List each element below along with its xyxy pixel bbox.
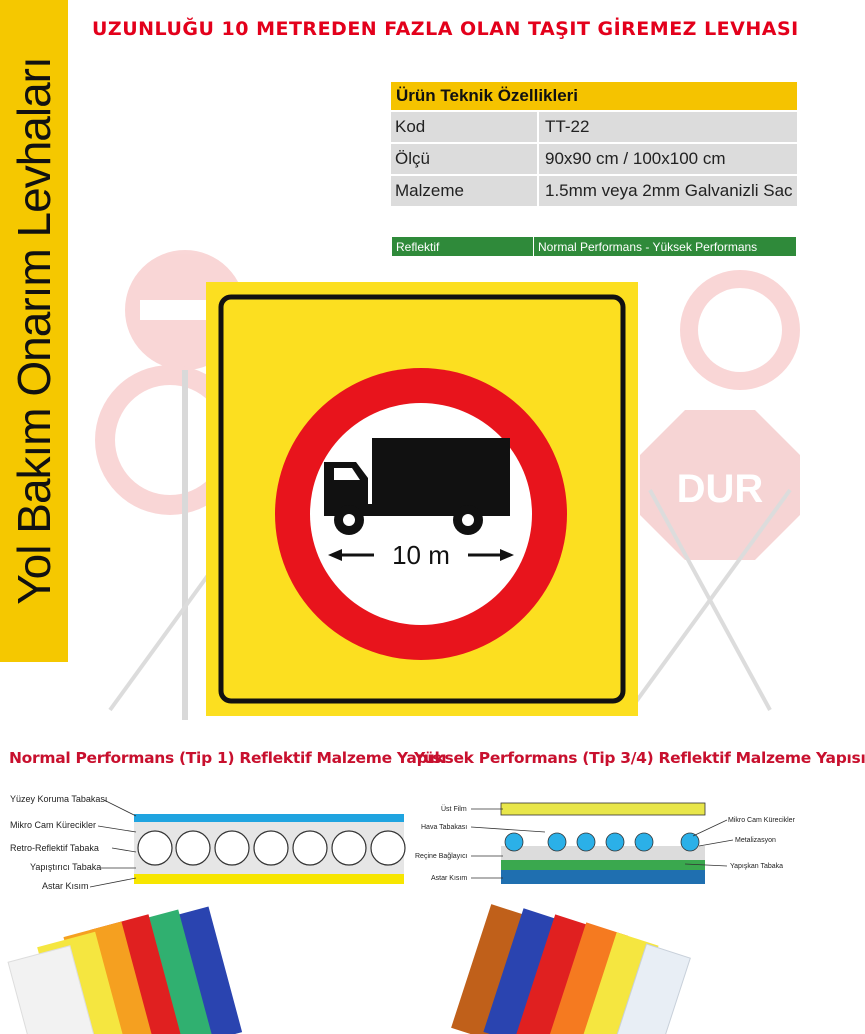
sidebar-title: Yol Bakım Onarım Levhaları (8, 57, 60, 605)
normal-performance-diagram (0, 792, 405, 897)
layer-label: Astar Kısım (431, 875, 468, 882)
layer-label: Yapışkan Tabaka (730, 863, 784, 870)
reflective-value: Normal Performans - Yüksek Performans (534, 237, 797, 257)
normal-performance-title: Normal Performans (Tip 1) Reflektif Malzeme Yapısı (9, 749, 447, 767)
sidebar-banner (0, 0, 68, 662)
spec-value: 1.5mm veya 2mm Galvanizli Sac (539, 176, 797, 206)
reflective-label: Reflektif (392, 237, 534, 257)
spec-label: Ölçü (391, 144, 539, 174)
layer-label: Hava Tabakası (421, 824, 468, 831)
spec-row-kod (391, 112, 797, 142)
spec-row-malzeme (391, 176, 797, 206)
spec-table-header: Ürün Teknik Özellikleri (391, 82, 797, 110)
sign-length-text: 10 m (392, 540, 450, 570)
background-stop-text: DUR (676, 467, 764, 511)
spec-label: Kod (391, 112, 539, 142)
layer-label: Reçine Bağlayıcı (415, 853, 468, 860)
reflective-table (391, 236, 797, 257)
spec-row-olcu (391, 144, 797, 174)
layer-label: Yüzey Koruma Tabakası (10, 794, 108, 804)
high-performance-diagram (405, 792, 810, 897)
spec-value: 90x90 cm / 100x100 cm (539, 144, 797, 174)
normal-reflective-samples-image (10, 910, 250, 1034)
traffic-sign-image (206, 282, 638, 716)
page-title: UZUNLUĞU 10 METREDEN FAZLA OLAN TAŞIT GİREMEZ LEVHASI (92, 18, 799, 40)
layer-label: Astar Kısım (42, 881, 89, 891)
spec-value: TT-22 (539, 112, 797, 142)
high-reflective-samples-image (445, 910, 675, 1034)
layer-label: Mikro Cam Kürecikler (10, 820, 97, 830)
layer-label: Mikro Cam Kürecikler (728, 817, 795, 824)
layer-label: Üst Film (441, 806, 467, 813)
high-performance-title: Yüksek Performans (Tip 3/4) Reflektif Malzeme Yapısı (414, 749, 865, 767)
spec-label: Malzeme (391, 176, 539, 206)
layer-label: Yapıştırıcı Tabaka (30, 862, 102, 872)
spec-table (391, 80, 797, 208)
layer-label: Metalizasyon (735, 837, 776, 844)
layer-label: Retro-Reflektif Tabaka (10, 843, 99, 853)
